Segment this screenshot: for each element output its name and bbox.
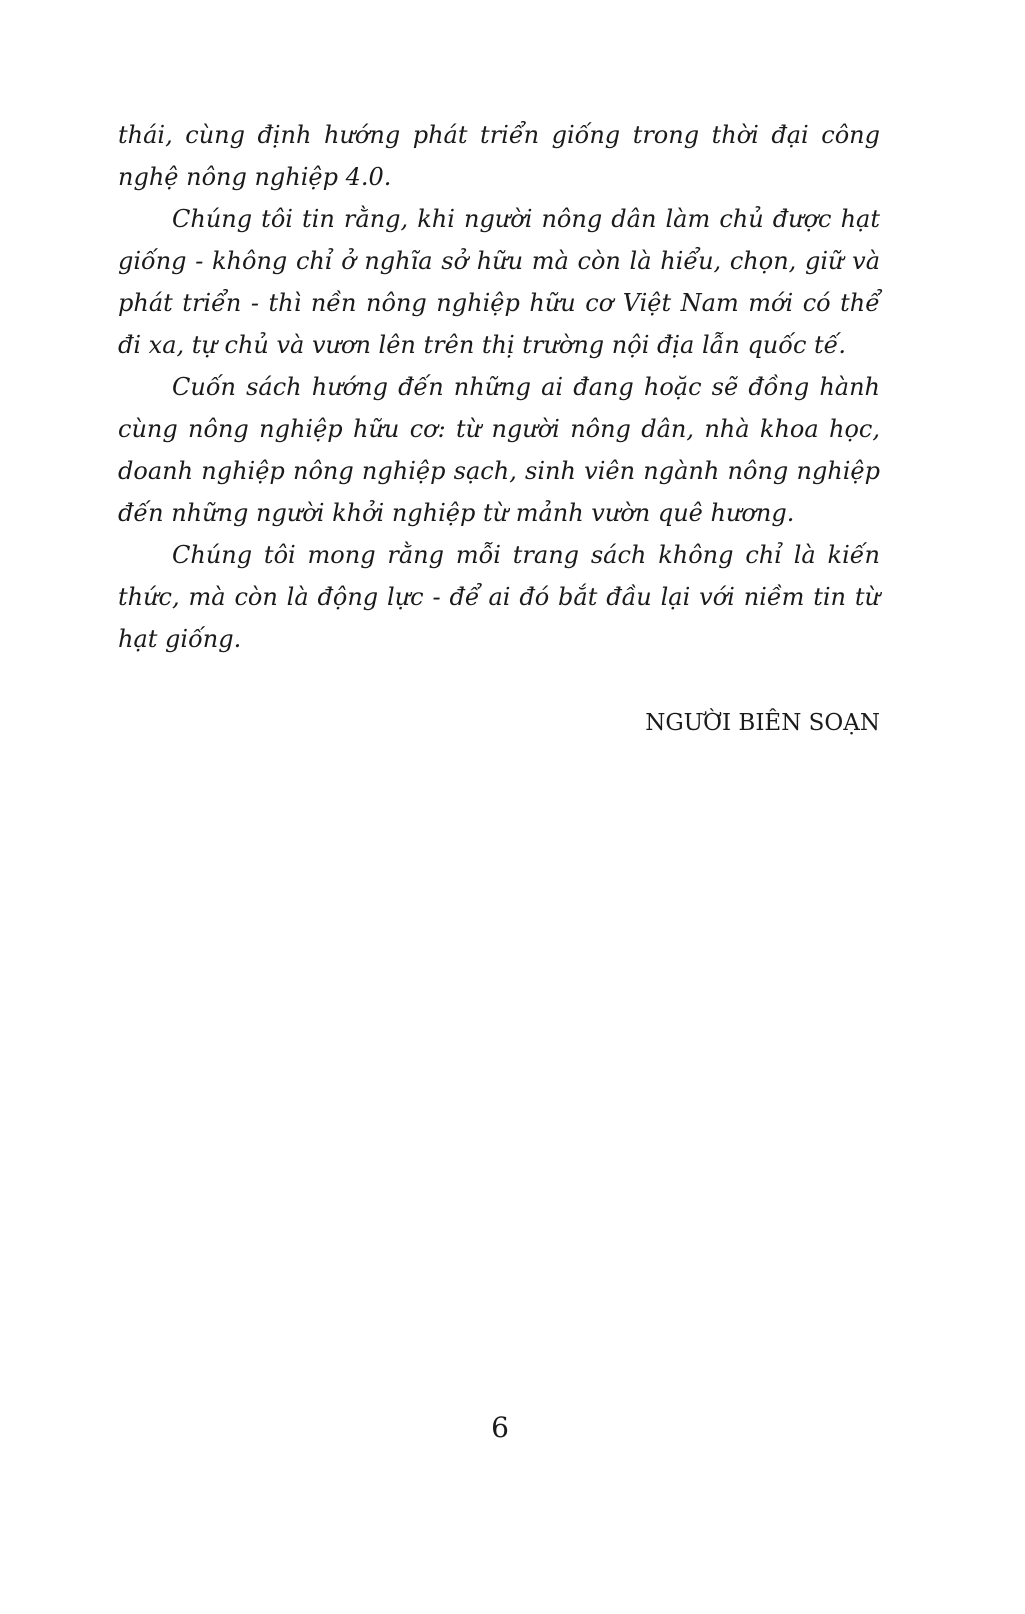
paragraph-continuation: thái, cùng định hướng phát triển giống trong thời đại công nghệ nông nghiệp 4.0. <box>118 121 880 191</box>
paragraph: Chúng tôi tin rằng, khi người nông dân làm chủ được hạt giống - không chỉ ở nghĩa sở hữu mà còn là hiểu, chọn, giữ và phát triển - thì nền nông nghiệp hữu cơ Việt Nam mới có thể đi xa, tự chủ và vươn lên trên thị trường nội địa lẫn quốc tế. <box>118 205 880 359</box>
paragraph: Chúng tôi mong rằng mỗi trang sách không chỉ là kiến thức, mà còn là động lực - để ai đó bắt đầu lại với niềm tin từ hạt giống. <box>118 541 880 653</box>
page-number: 6 <box>491 1411 509 1444</box>
body-text <box>118 114 880 660</box>
paragraph: Cuốn sách hướng đến những ai đang hoặc sẽ đồng hành cùng nông nghiệp hữu cơ: từ người nông dân, nhà khoa học, doanh nghiệp nông nghiệp sạch, sinh viên ngành nông nghiệp đến những người khởi nghiệp từ mảnh vườn quê hương. <box>118 373 880 527</box>
author-signature: NGƯỜI BIÊN SOẠN <box>645 710 880 736</box>
